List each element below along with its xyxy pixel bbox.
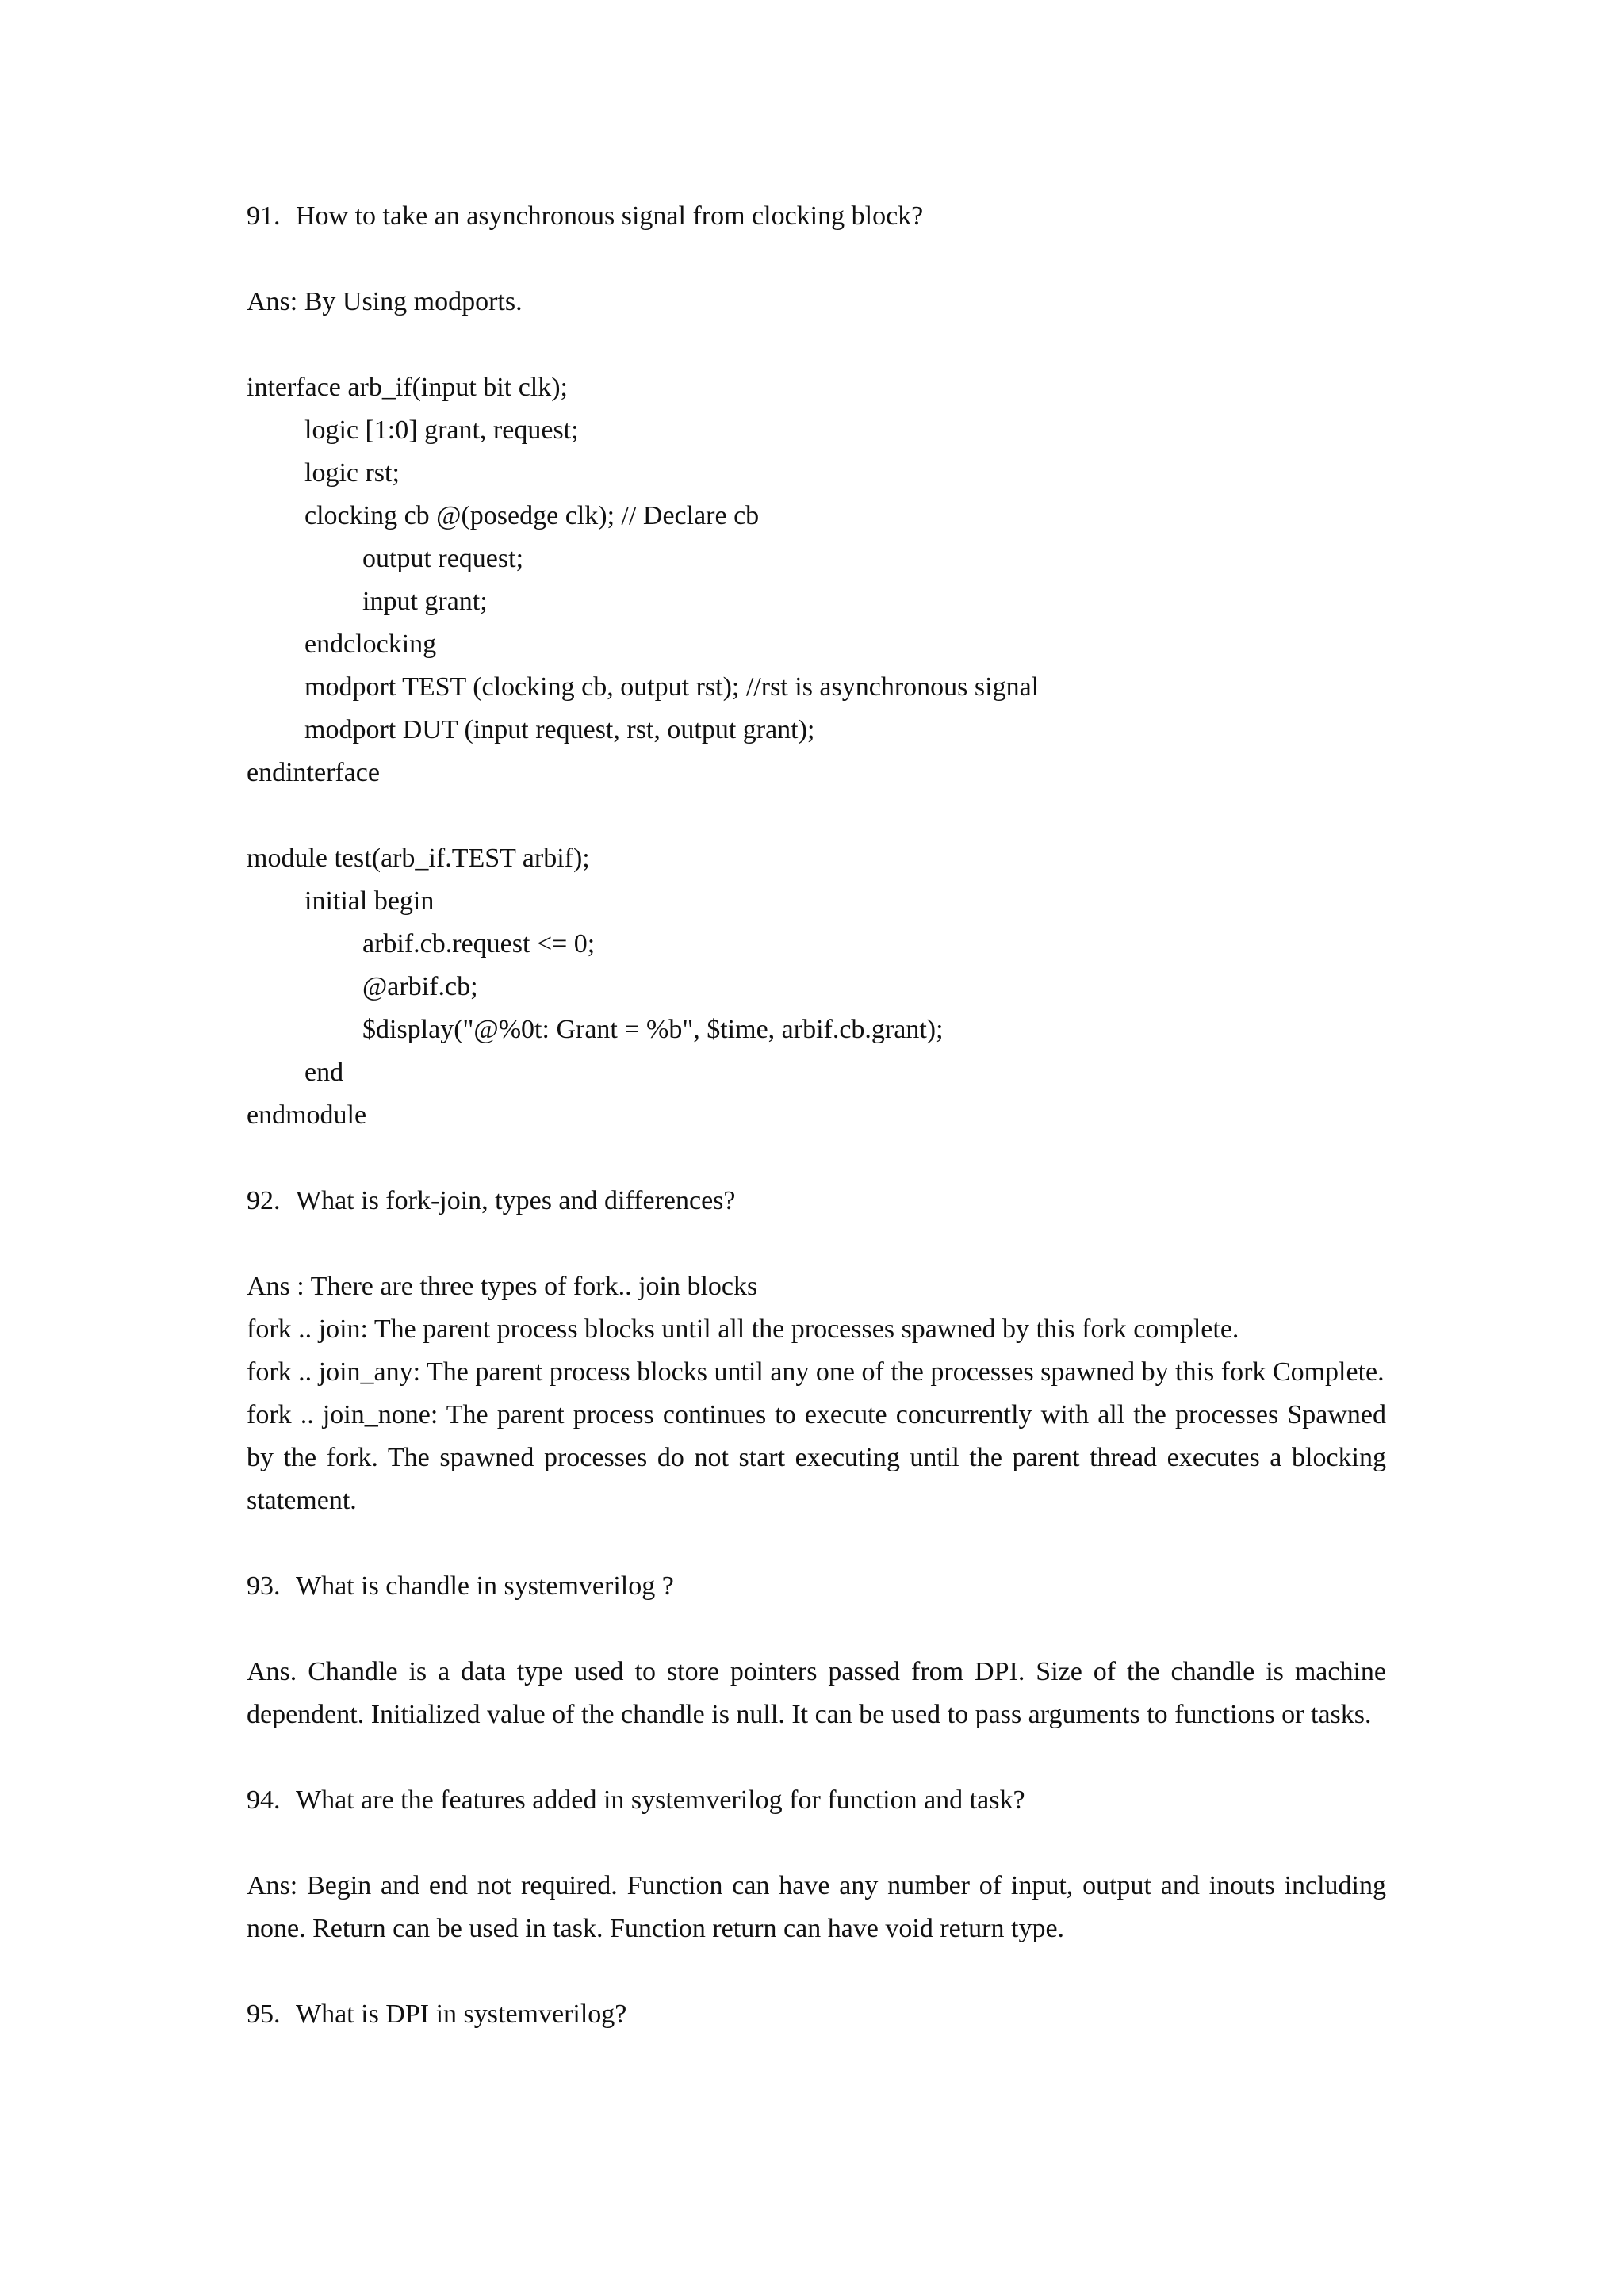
spacer (247, 323, 1386, 366)
question-94 (247, 1779, 1386, 1822)
question-92 (247, 1180, 1386, 1223)
code-line: logic [1:0] grant, request; (304, 415, 579, 445)
spacer (247, 1950, 1386, 1993)
code-line: @arbif.cb; (362, 972, 478, 1001)
spacer (247, 1822, 1386, 1865)
question-text: What is chandle in systemverilog ? (296, 1571, 674, 1601)
code-line: modport TEST (clocking cb, output rst); //rst is asynchronous signal (304, 672, 1040, 702)
question-number: 93. (247, 1571, 281, 1601)
code-line: endinterface (247, 758, 380, 787)
question-91 (247, 195, 1386, 238)
spacer (247, 794, 1386, 837)
code-line: interface arb_if(input bit clk); (247, 373, 568, 402)
question-number: 92. (247, 1186, 281, 1215)
spacer (247, 238, 1386, 281)
answer-92-join-none: fork .. join_none: The parent process continues to execute concurrently with all the processes Spawned by the fork. The spawned processes do not start executing until the parent thread executes a blocking statement. (247, 1400, 1386, 1515)
answer-94: Ans: Begin and end not required. Function can have any number of input, output and inouts including none. Return can be used in task. Function return can have void return type. (247, 1871, 1386, 1943)
spacer (247, 1736, 1386, 1779)
question-number: 91. (247, 201, 281, 231)
question-text: What is DPI in systemverilog? (296, 1999, 627, 2029)
answer-92-join-any: fork .. join_any: The parent process blocks until any one of the processes spawned by this fork Complete. (247, 1357, 1385, 1387)
spacer (247, 1137, 1386, 1180)
code-line: endmodule (247, 1100, 367, 1130)
answer-91: Ans: By Using modports. (247, 287, 523, 316)
spacer (247, 1223, 1386, 1265)
question-text: How to take an asynchronous signal from clocking block? (296, 201, 924, 231)
spacer (247, 1608, 1386, 1651)
code-line: input grant; (362, 587, 488, 616)
question-93 (247, 1565, 1386, 1608)
question-number: 95. (247, 1999, 281, 2029)
code-line: initial begin (304, 886, 435, 916)
code-line: module test(arb_if.TEST arbif); (247, 844, 590, 873)
answer-92-join: fork .. join: The parent process blocks until all the processes spawned by this fork complete. (247, 1314, 1239, 1344)
document-content (247, 195, 1386, 2036)
code-line: logic rst; (304, 458, 400, 488)
question-text: What is fork-join, types and differences? (296, 1186, 736, 1215)
code-line: $display("@%0t: Grant = %b", $time, arbif.cb.grant); (362, 1015, 944, 1044)
question-number: 94. (247, 1785, 281, 1815)
question-95 (247, 1993, 1386, 2036)
code-line: arbif.cb.request <= 0; (362, 929, 596, 959)
answer-92-intro: Ans : There are three types of fork.. join blocks (247, 1272, 758, 1301)
question-text: What are the features added in systemverilog for function and task? (296, 1785, 1025, 1815)
code-line: clocking cb @(posedge clk); // Declare cb (304, 501, 760, 530)
spacer (247, 1522, 1386, 1565)
answer-93: Ans. Chandle is a data type used to store pointers passed from DPI. Size of the chandle is machine dependent. Initialized value of the chandle is null. It can be used to pass arguments to functions or tasks. (247, 1657, 1386, 1729)
code-line: modport DUT (input request, rst, output grant); (304, 715, 815, 744)
code-line: output request; (362, 544, 524, 573)
code-line: end (304, 1058, 344, 1087)
code-line: endclocking (304, 629, 437, 659)
